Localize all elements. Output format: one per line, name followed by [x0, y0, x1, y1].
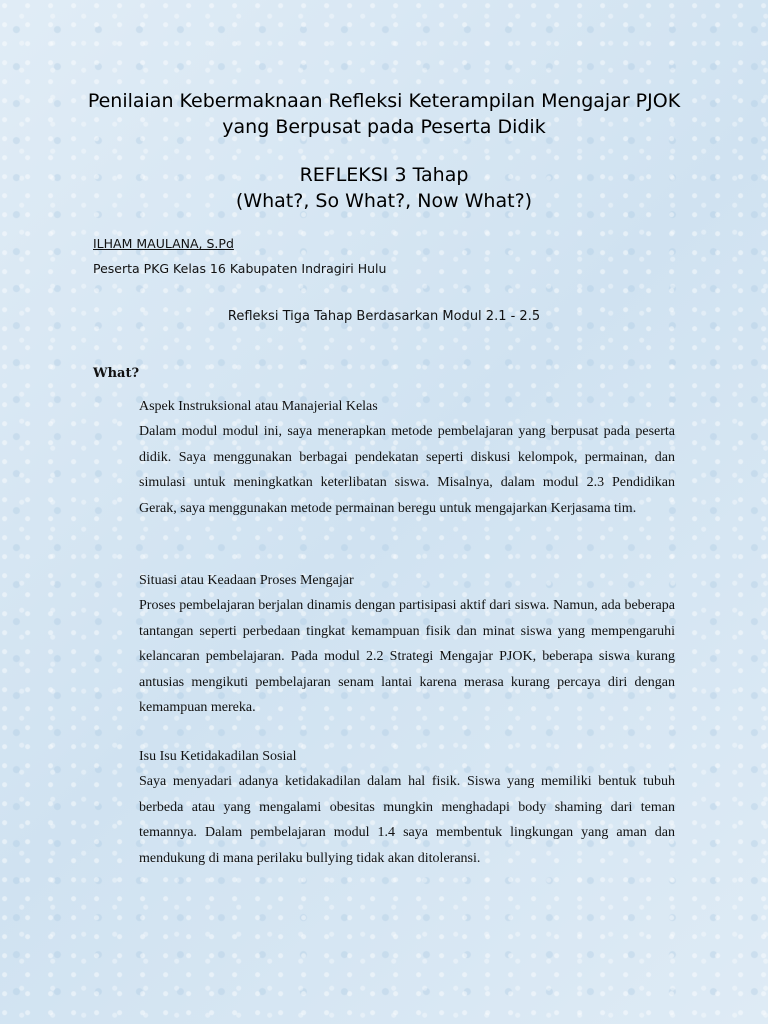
title-line-3: REFLEKSI 3 Tahap [299, 164, 469, 186]
title-line-1: Penilaian Kebermaknaan Refleksi Keterampilan Mengajar PJOK [87, 90, 681, 112]
section-situasi [139, 568, 675, 720]
section-heading: Isu Isu Ketidakadilan Sosial [139, 749, 297, 764]
section-isu-sosial [139, 744, 675, 871]
section-body: Proses pembelajaran berjalan dinamis dengan partisipasi aktif dari siswa. Namun, ada beberapa tantangan seperti perbedaan tingkat kemampuan fisik dan minat siswa yang mempengaruhi kelancaran pembelajaran. Pada modul 2.2 Strategi Mengajar PJOK, beberapa siswa kurang antusias mengikuti pembelajaran senam lantai karena merasa kurang percaya diri dengan kemampuan mereka. [139, 598, 675, 716]
section-heading: Aspek Instruksional atau Manajerial Kelas [139, 399, 378, 414]
document-subtitle: Refleksi Tiga Tahap Berdasarkan Modul 2.1 - 2.5 [227, 309, 541, 324]
section-instruksional [139, 394, 675, 521]
section-heading: Situasi atau Keadaan Proses Mengajar [139, 573, 354, 588]
document-title [0, 88, 768, 214]
what-heading: What? [93, 366, 140, 381]
author-name: ILHAM MAULANA, S.Pd [93, 236, 234, 251]
title-line-4: (What?, So What?, Now What?) [235, 190, 533, 212]
author-role: Peserta PKG Kelas 16 Kabupaten Indragiri Hulu [93, 261, 387, 276]
section-body: Saya menyadari adanya ketidakadilan dalam hal fisik. Siswa yang memiliki bentuk tubuh berbeda atau yang mengalami obesitas mungkin menghadapi body shaming dari teman temannya. Dalam pembelajaran modul 1.4 saya membentuk lingkungan yang aman dan mendukung di mana perilaku bullying tidak akan ditoleransi. [139, 774, 675, 866]
section-body: Dalam modul modul ini, saya menerapkan metode pembelajaran yang berpusat pada peserta didik. Saya menggunakan berbagai pendekatan seperti diskusi kelompok, permainan, dan simulasi untuk meningkatkan keterlibatan siswa. Misalnya, dalam modul 2.3 Pendidikan Gerak, saya menggunakan metode permainan beregu untuk mengajarkan Kerjasama tim. [139, 424, 675, 516]
title-line-2: yang Berpusat pada Peserta Didik [222, 116, 546, 138]
